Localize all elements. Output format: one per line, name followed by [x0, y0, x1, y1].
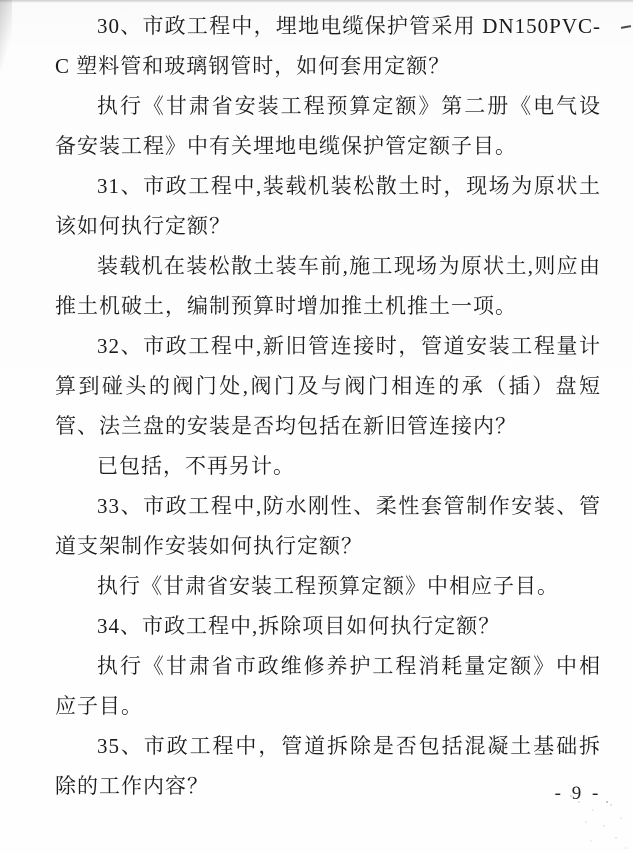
- question-35: 35、市政工程中，管道拆除是否包括混凝土基础拆除的工作内容？: [55, 734, 601, 798]
- document-content: [55, 6, 601, 806]
- question-31: 31、市政工程中,装载机装松散土时，现场为原状土该如何执行定额？: [55, 174, 601, 238]
- question-32: 32、市政工程中,新旧管连接时，管道安装工程量计算到碰头的阀门处,阀门及与阀门相连的承（插）盘短管、法兰盘的安装是否均包括在新旧管连接内？: [55, 334, 601, 438]
- answer-31: 装载机在装松散土装车前,施工现场为原状土,则应由推土机破土，编制预算时增加推土机推土一项。: [55, 254, 601, 318]
- answer-32: 已包括，不再另计。: [97, 454, 295, 478]
- page-number: - 9 -: [554, 783, 602, 804]
- scan-top-edge-shadow: [0, 0, 633, 3]
- question-30: 30、市政工程中，埋地电缆保护管采用 DN150PVC-C 塑料管和玻璃钢管时，如何套用定额？: [55, 14, 601, 78]
- question-34: 34、市政工程中,拆除项目如何执行定额？: [97, 614, 501, 638]
- scan-tick-mark: [621, 25, 631, 29]
- answer-34: 执行《甘肃省市政维修养护工程消耗量定额》中相应子目。: [55, 654, 601, 718]
- question-33: 33、市政工程中,防水刚性、柔性套管制作安装、管道支架制作安装如何执行定额？: [55, 494, 601, 558]
- scan-noise-speckles: [570, 795, 572, 797]
- scan-corner-shadow: [0, 0, 12, 70]
- answer-30: 执行《甘肃省安装工程预算定额》第二册《电气设备安装工程》中有关埋地电缆保护管定额子目。: [55, 94, 601, 158]
- answer-33: 执行《甘肃省安装工程预算定额》中相应子目。: [97, 574, 559, 598]
